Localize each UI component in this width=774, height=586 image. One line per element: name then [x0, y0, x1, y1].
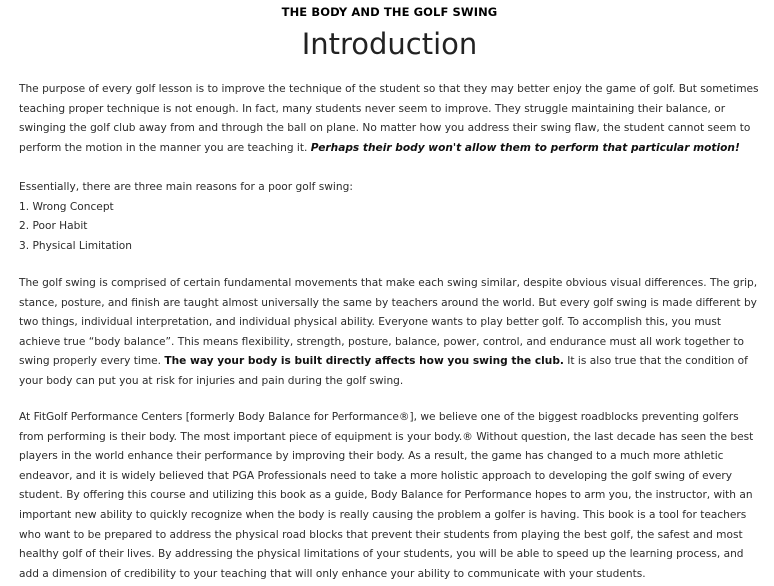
page-title: Introduction: [301, 27, 478, 61]
reason-item-2: 2. Poor Habit: [19, 220, 88, 233]
reasons-intro: Essentially, there are three main reasons for a poor golf swing:: [19, 181, 353, 193]
reason-item-1: 1. Wrong Concept: [19, 200, 114, 213]
intro-paragraph-4: [19, 408, 760, 584]
paragraph-1-emphasis: Perhaps their body won't allow them to perform that particular motion!: [310, 141, 740, 154]
paragraph-4-text: At FitGolf Performance Centers [formerly Body Balance for Performance®], we believe one of the biggest roadblocks preventing golfers from performing is their body. The most important piece of equipment is your body.® Without question, the last decade has seen the best players in the world enhance their performance by improving their body. As a result, the game has changed to a much more athletic endeavor, and it is widely believed that PGA Professionals need to take a more holistic approach to developing the golf swing of every student. By offering this course and utilizing this book as a guide, Body Balance for Performance hopes to arm you, the instructor, with an important new ability to quickly recognize when the body is really causing the problem a golfer is having. This book is a tool for teachers who want to be prepared to address the physical road blocks that prevent their students from playing the best golf, the safest and most healthy golf of their lives. By addressing the physical limitations of your students, you will be able to speed up the learning process, and add a dimension of credibility to your teaching that will only enhance your ability to communicate with your students.: [19, 411, 754, 580]
intro-paragraph-3: [19, 274, 760, 392]
intro-paragraph-1: [19, 80, 760, 158]
reasons-paragraph: [19, 178, 760, 256]
reason-item-3: 3. Physical Limitation: [19, 239, 132, 252]
paragraph-1-text: The purpose of every golf lesson is to improve the technique of the student so that they may better enjoy the game of golf. But sometimes teaching proper technique is not enough. In fact, many students never seem to improve. They struggle maintaining their balance, or swinging the golf club away from and through the ball on plane. No matter how you address their swing flaw, the student cannot seem to perform the motion in the manner you are teaching it.: [19, 83, 759, 154]
paragraph-3-tail: It is also true that the condition of your body can put you at risk for injuries and pain during the golf swing.: [19, 355, 748, 387]
section-header: THE BODY AND THE GOLF SWING: [281, 5, 498, 19]
paragraph-3-text: The golf swing is comprised of certain fundamental movements that make each swing similar, despite obvious visual differences. The grip, stance, posture, and finish are taught almost universally the same by teachers around the world. But every golf swing is made different by two things, individual interpretation, and individual physical ability. Everyone wants to play better golf. To accomplish this, you must achieve true “body balance”. This means flexibility, strength, posture, balance, power, control, and endurance must all work together to swing properly every time.: [19, 277, 758, 368]
paragraph-3-bold: The way your body is built directly affects how you swing the club.: [164, 355, 564, 368]
